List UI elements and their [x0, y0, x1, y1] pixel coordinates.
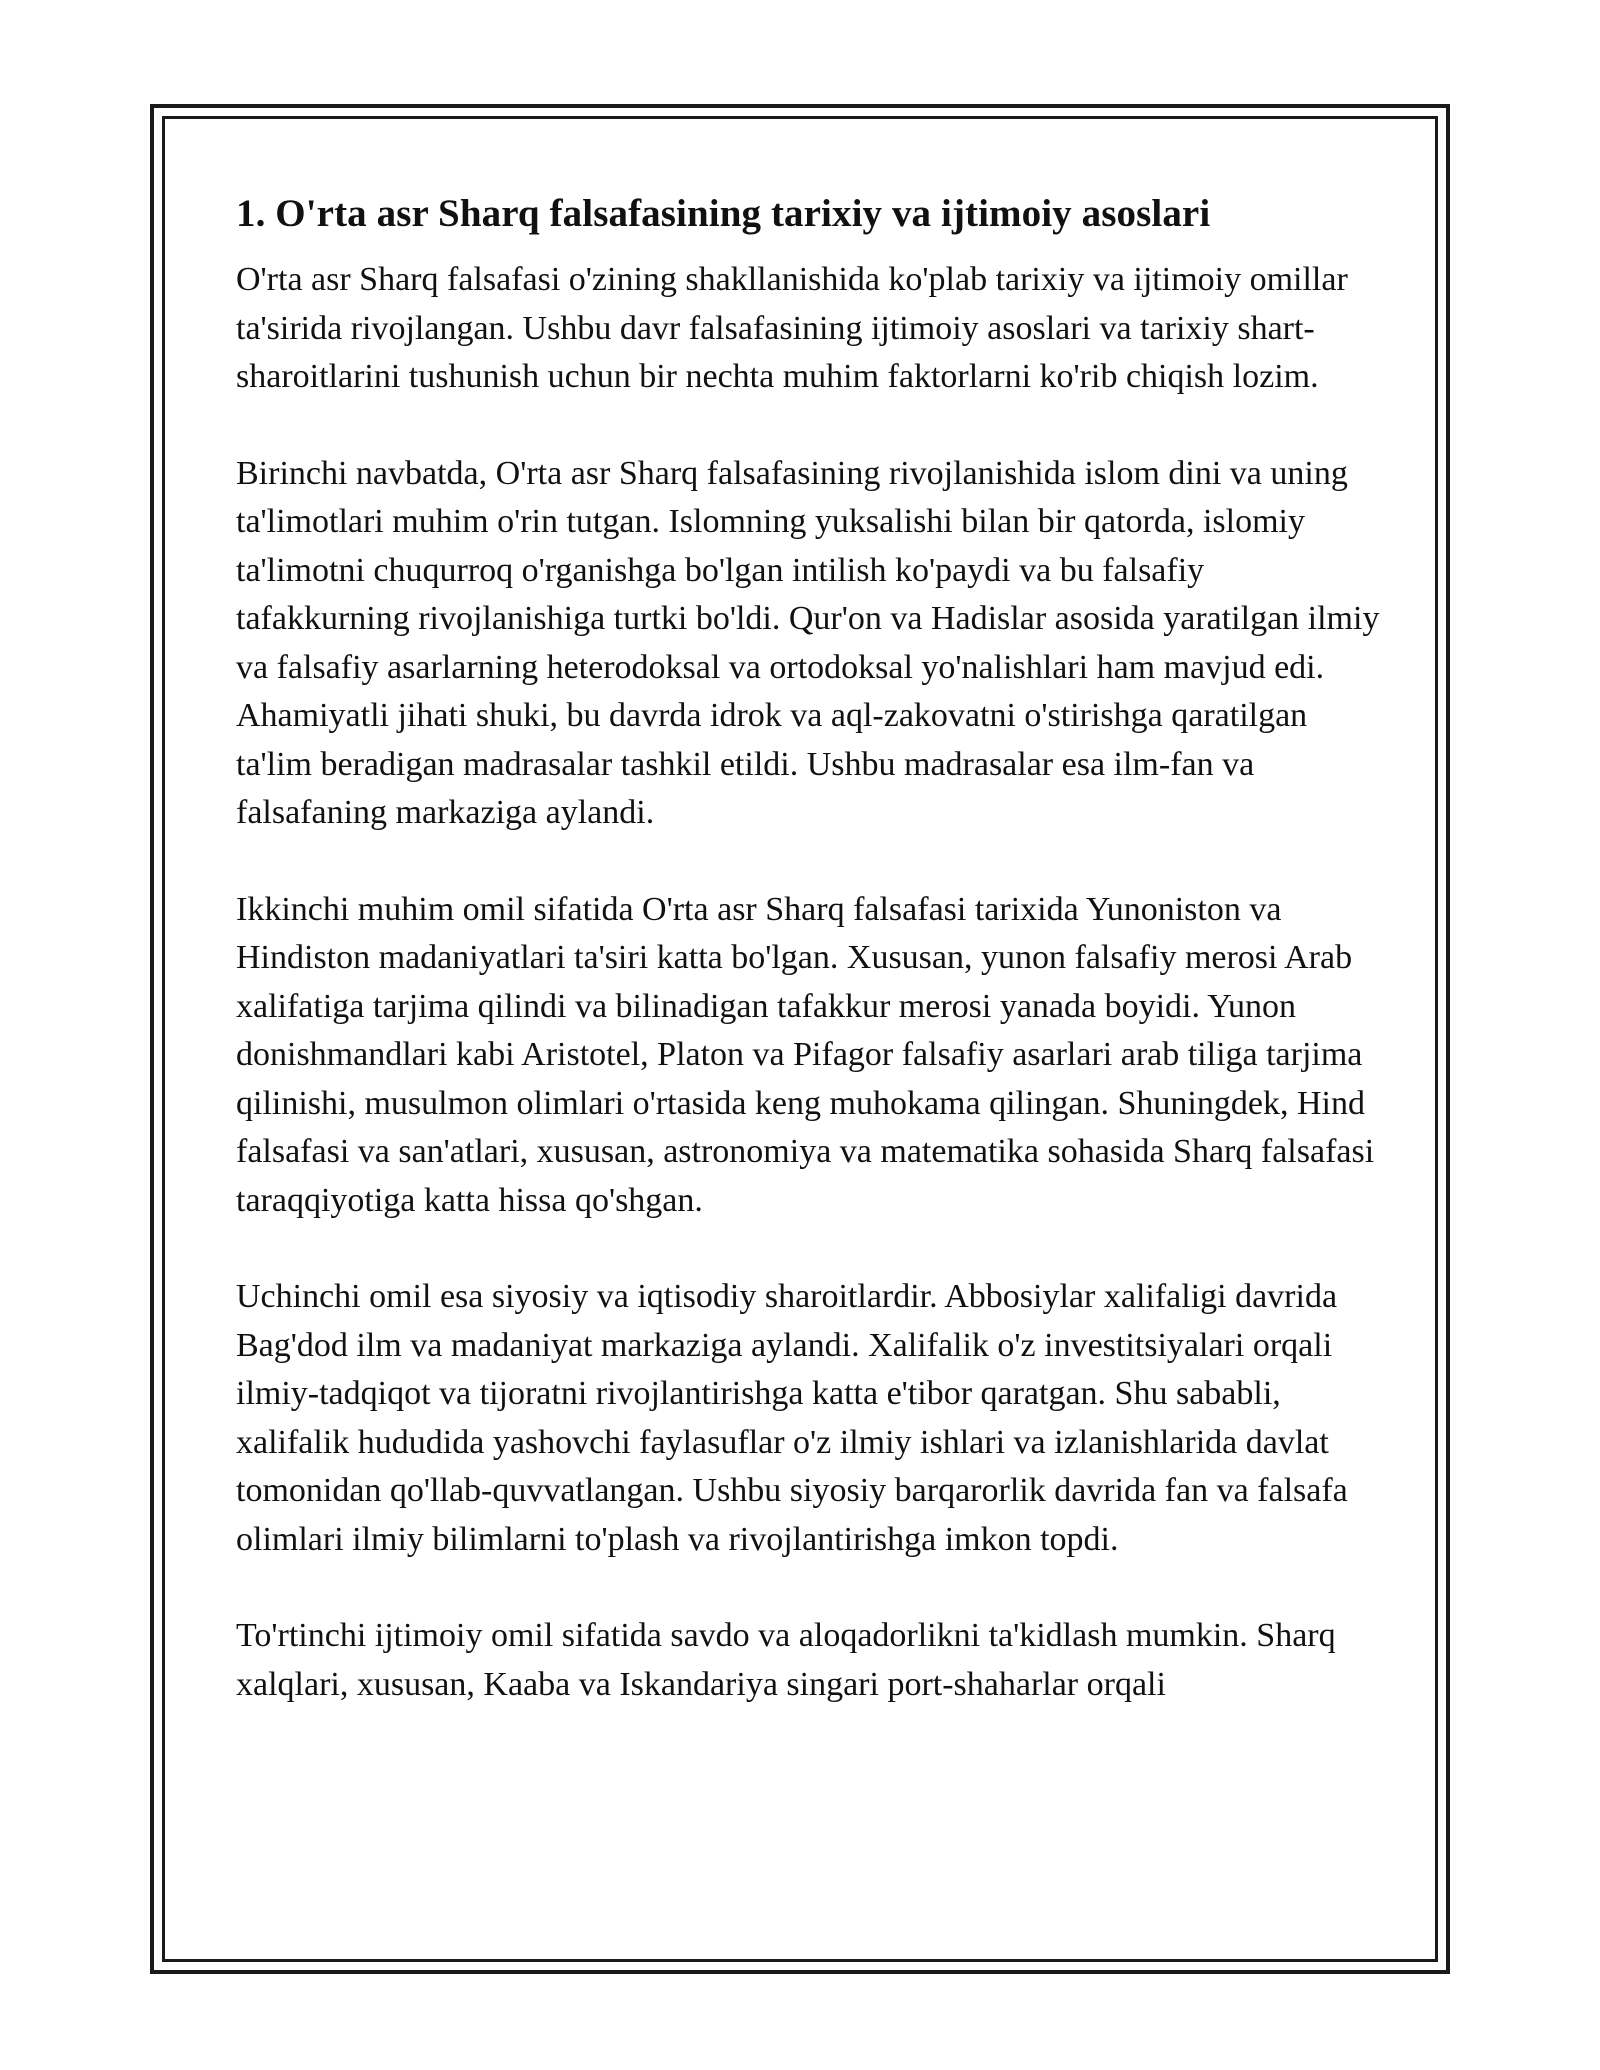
section-heading: 1. O'rta asr Sharq falsafasining tarixiy va ijtimoiy asoslari [236, 192, 1211, 235]
paragraph-3: Ikkinchi muhim omil sifatida O'rta asr Sharq falsafasi tarixida Yunoniston va Hindiston madaniyatlari ta'siri katta bo'lgan. Xususan, yunon falsafiy merosi Arab xalifatiga tarjima qilindi va bilinadigan tafakkur merosi yanada boyidi. Yunon donishmandlari kabi Aristotel, Platon va Pifagor falsafiy asarlari arab tiliga tarjima qilinishi, musulmon olimlari o'rtasida keng muhokama qilingan. Shuningdek, Hind falsafasi va san'atlari, xususan, astronomiya va matematika sohasida Sharq falsafasi taraqqiyotiga katta hissa qo'shgan. [236, 890, 1375, 1219]
paragraph-5: To'rtinchi ijtimoiy omil sifatida savdo va aloqadorlikni ta'kidlash mumkin. Sharq xalqlari, xususan, Kaaba va Iskandariya singari port-shaharlar orqali [236, 1617, 1336, 1703]
paragraph-4: Uchinchi omil esa siyosiy va iqtisodiy sharoitlardir. Abbosiylar xalifaligi davrida Bag'dod ilm va madaniyat markaziga aylandi. Xalifalik o'z investitsiyalari orqali ilmiy-tadqiqot va tijoratni rivojlantirishga katta e'tibor qaratgan. Shu sababli, xalifalik hududida yashovchi faylasuflar o'z ilmiy ishlari va izlanishlarida davlat tomonidan qo'llab-quvvatlangan. Ushbu siyosiy barqarorlik davrida fan va falsafa olimlari ilmiy bilimlarni to'plash va rivojlantirishga imkon topdi. [236, 1278, 1348, 1558]
paragraph-2: Birinchi navbatda, O'rta asr Sharq falsafasining rivojlanishida islom dini va uning ta'limotlari muhim o'rin tutgan. Islomning yuksalishi bilan bir qatorda, islomiy ta'limotni chuqurroq o'rganishga bo'lgan intilish ko'paydi va bu falsafiy tafakkurning rivojlanishiga turtki bo'ldi. Qur'on va Hadislar asosida yaratilgan ilmiy va falsafiy asarlarning heterodoksal va ortodoksal yo'nalishlari ham mavjud edi. Ahamiyatli jihati shuki, bu davrda idrok va aql-zakovatni o'stirishga qaratilgan ta'lim beradigan madrasalar tashkil etildi. Ushbu madrasalar esa ilm-fan va falsafaning markaziga aylandi. [236, 454, 1380, 831]
document-content [236, 188, 1386, 1709]
paragraph-1: O'rta asr Sharq falsafasi o'zining shakllanishida ko'plab tarixiy va ijtimoiy omillar ta'sirida rivojlangan. Ushbu davr falsafasining ijtimoiy asoslari va tarixiy shart-sharoitlarini tushunish uchun bir nechta muhim faktorlarni ko'rib chiqish lozim. [236, 261, 1348, 395]
